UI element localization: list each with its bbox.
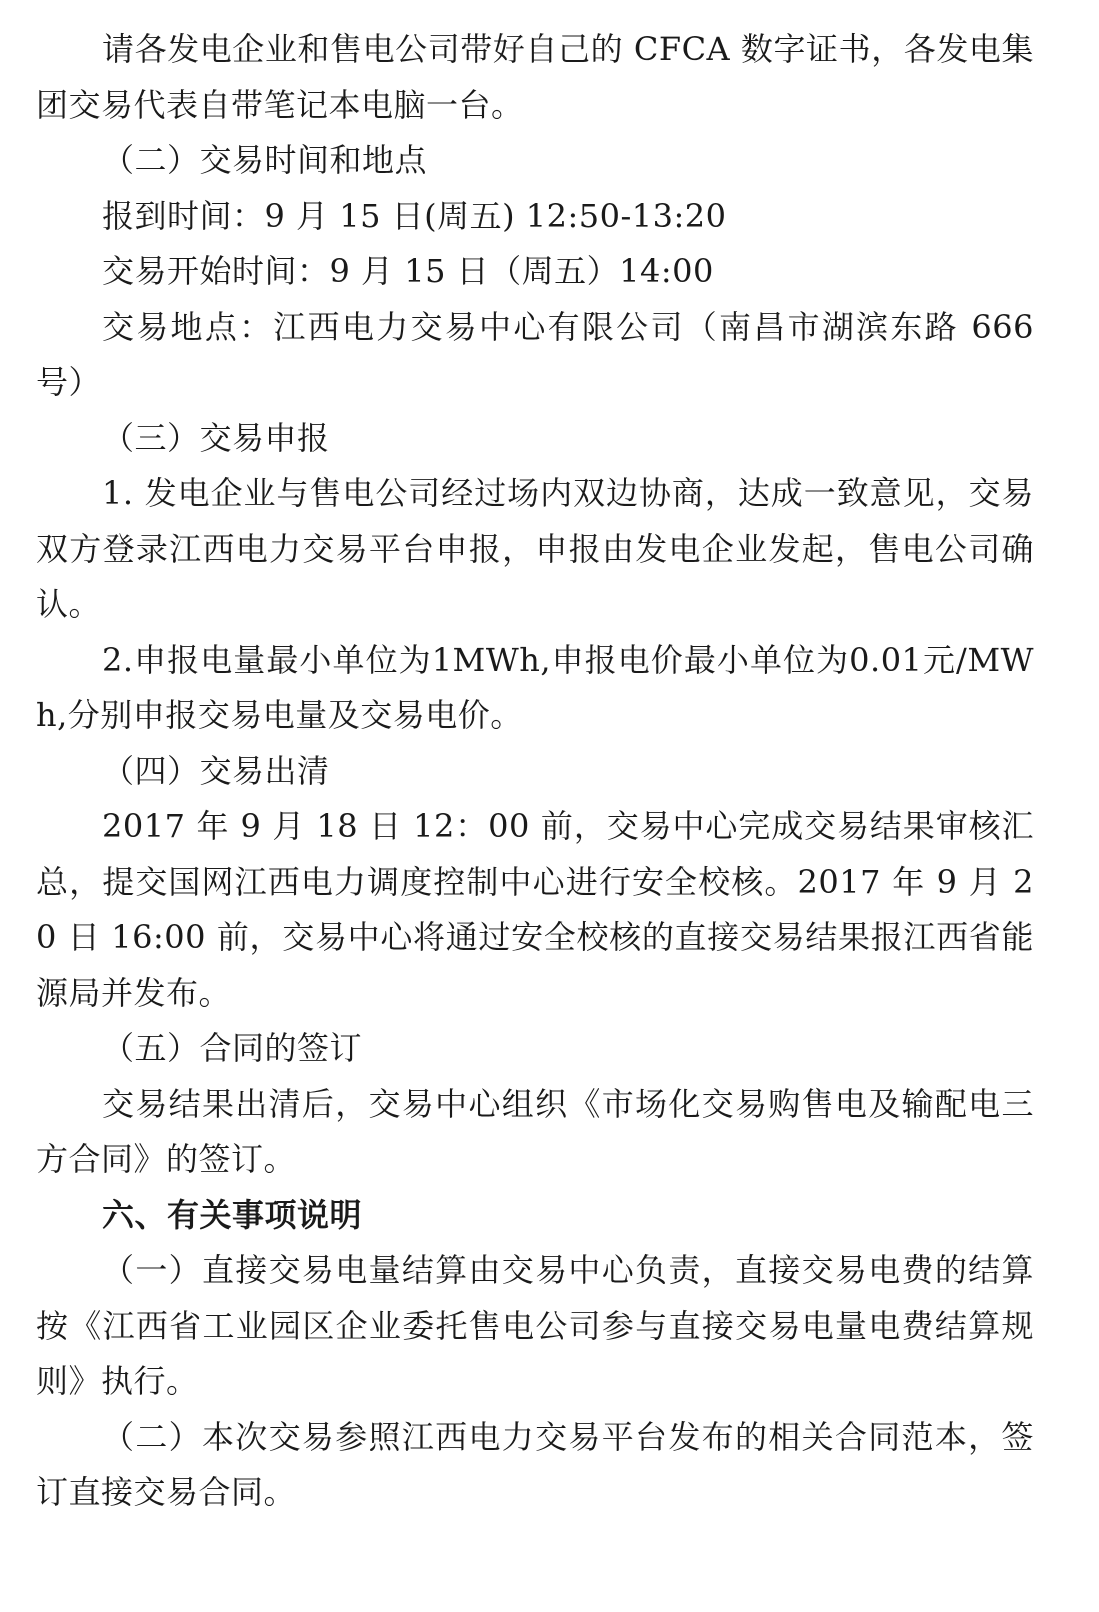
paragraph-trading-location: 交易地点：江西电力交易中心有限公司（南昌市湖滨东路 666 号）	[36, 307, 1034, 401]
paragraph-trading-start-time: 交易开始时间：9 月 15 日（周五）14:00	[102, 252, 714, 290]
paragraph-declaration-item-1: 1. 发电企业与售电公司经过场内双边协商，达成一致意见，交易双方登录江西电力交易平台申报，申报由发电企业发起，售电公司确认。	[36, 474, 1034, 623]
document-body	[36, 22, 1034, 1521]
paragraph-contract-template-note: （二）本次交易参照江西电力交易平台发布的相关合同范本，签订直接交易合同。	[36, 1417, 1034, 1511]
heading-trading-declaration: （三）交易申报	[102, 418, 330, 457]
paragraph-registration-time: 报到时间：9 月 15 日(周五) 12:50-13:20	[102, 196, 727, 235]
heading-trading-clearing: （四）交易出清	[102, 751, 330, 790]
paragraph-declaration-item-2: 2.申报电量最小单位为1MWh,申报电价最小单位为0.01元/MWh,分别申报交易电量及交易电价。	[36, 640, 1034, 734]
paragraph-clearing-schedule: 2017 年 9 月 18 日 12：00 前，交易中心完成交易结果审核汇总，提交国网江西电力调度控制中心进行安全校核。2017 年 9 月 20 日 16:00 前，交易中心将通过安全校核的直接交易结果报江西省能源局并发布。	[36, 807, 1034, 1012]
paragraph-contract-signing: 交易结果出清后，交易中心组织《市场化交易购售电及输配电三方合同》的签订。	[36, 1084, 1034, 1178]
section-heading-notes: 六、有关事项说明	[102, 1195, 363, 1234]
paragraph-cfca-certificate: 请各发电企业和售电公司带好自己的 CFCA 数字证书，各发电集团交易代表自带笔记本电脑一台。	[36, 30, 1034, 124]
heading-time-and-place: （二）交易时间和地点	[102, 141, 428, 179]
paragraph-settlement-note: （一）直接交易电量结算由交易中心负责，直接交易电费的结算按《江西省工业园区企业委托售电公司参与直接交易电量电费结算规则》执行。	[36, 1251, 1034, 1400]
heading-contract-signing: （五）合同的签订	[102, 1029, 363, 1067]
